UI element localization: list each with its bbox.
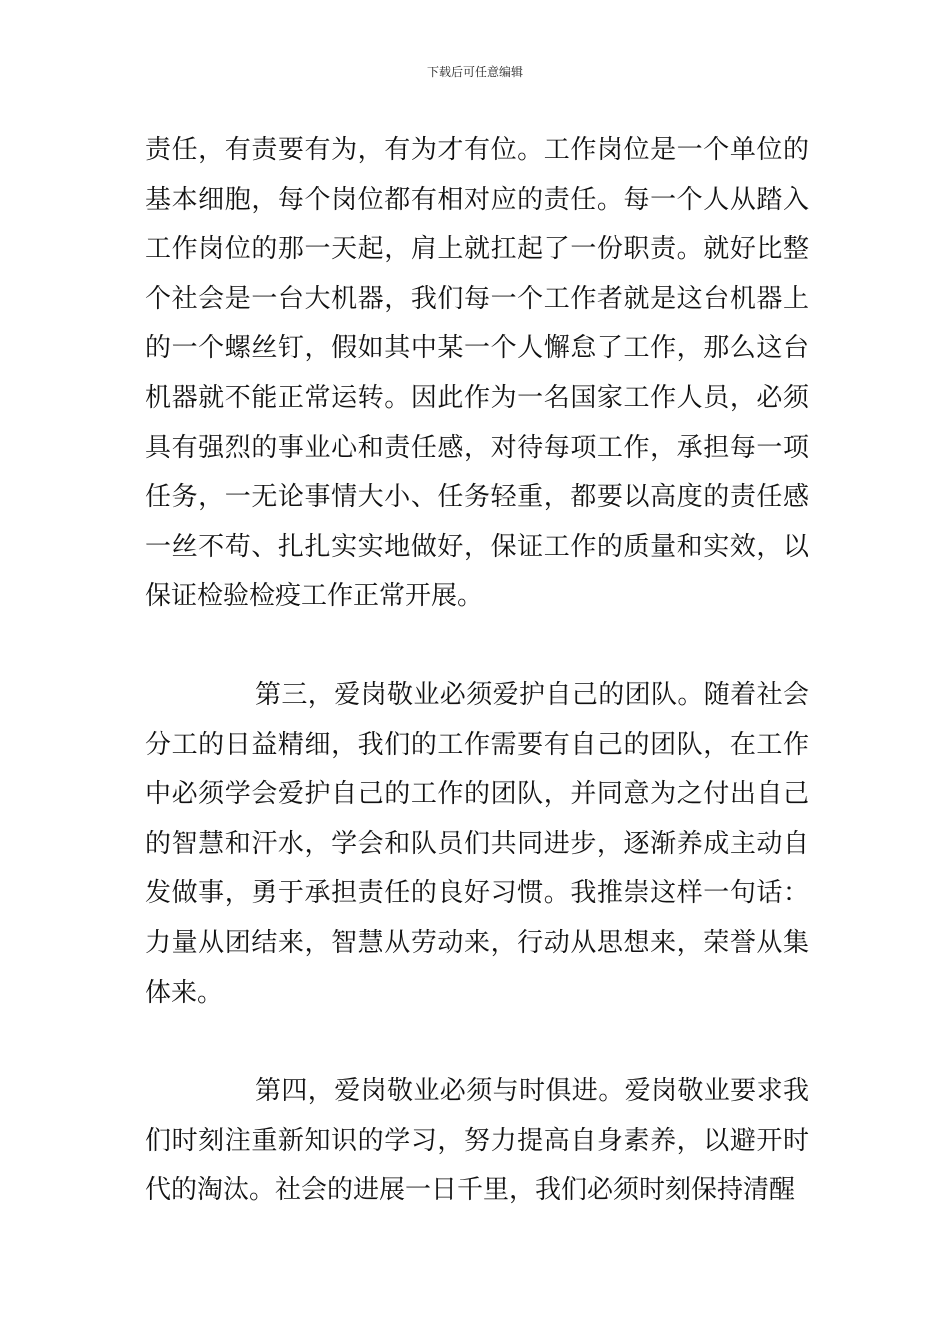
paragraph-progress: 第四，爱岗敬业必须与时俱进。爱岗敬业要求我们时刻注重新知识的学习，努力提高自身素养，以避开时代的淘汰。社会的进展一日千里，我们必须时刻保持清醒 [145,1076,809,1206]
page-header: 下载后可任意编辑 [426,65,523,79]
paragraph-responsibility: 责任，有责要有为，有为才有位。工作岗位是一个单位的基本细胞，每个岗位都有相对应的责任。每一个人从踏入工作岗位的那一天起，肩上就扛起了一份职责。就好比整个社会是一台大机器，我们每一个工作者就是这台机器上的一个螺丝钉，假如其中某一个人懈怠了工作，那么这台机器就不能正常运转。因此作为一名国家工作人员，必须具有强烈的事业心和责任感，对待每项工作，承担每一项任务，一无论事情大小、任务轻重，都要以高度的责任感一丝不苟、扎扎实实地做好，保证工作的质量和实效，以保证检验检疫工作正常开展。 [145,135,809,612]
paragraph-team: 第三，爱岗敬业必须爱护自己的团队。随着社会分工的日益精细，我们的工作需要有自己的团队，在工作中必须学会爱护自己的工作的团队，并同意为之付出自己的智慧和汗水，学会和队员们共同进步，逐渐养成主动自发做事，勇于承担责任的良好习惯。我推崇这样一句话：力量从团结来，智慧从劳动来，行动从思想来，荣誉从集体来。 [145,679,809,1008]
document-body [145,126,809,1216]
